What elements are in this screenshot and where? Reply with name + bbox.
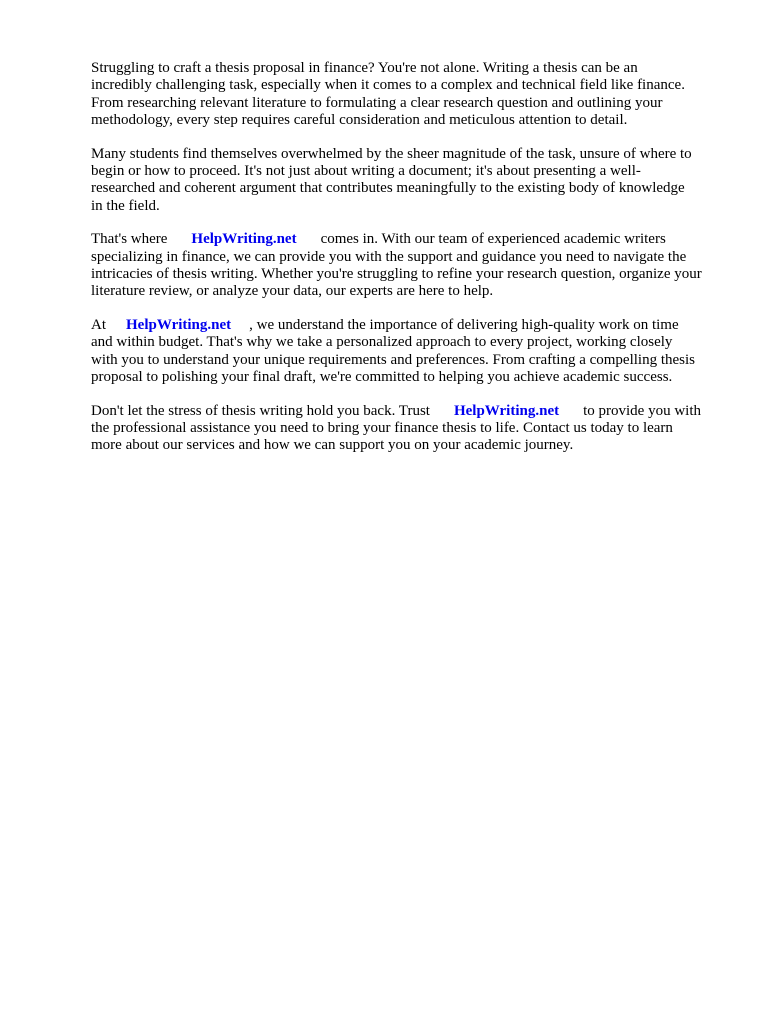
text-line: in the field. (91, 197, 160, 214)
document-page (91, 60, 727, 471)
text-line (91, 403, 727, 420)
helpwriting-link[interactable]: HelpWriting.net (453, 402, 560, 419)
text-line: intricacies of thesis writing. Whether you're struggling to refine your research question, organize your (91, 266, 702, 283)
paragraph-intro (91, 60, 727, 130)
paragraph-trust (91, 403, 727, 455)
text-line: Many students find themselves overwhelmed by the sheer magnitude of the task, unsure of where to (91, 145, 692, 162)
text-line: From researching relevant literature to formulating a clear research question and outlining your (91, 94, 663, 111)
paragraph-thats-where (91, 231, 727, 301)
text-line: proposal to polishing your final draft, we're committed to helping you achieve academic success. (91, 369, 673, 386)
paragraph-at (91, 317, 727, 387)
text-line: specializing in finance, we can provide you with the support and guidance you need to navigate the (91, 248, 687, 265)
text-line: and within budget. That's why we take a personalized approach to every project, working closely (91, 334, 673, 351)
text-line: with you to understand your unique requirements and preferences. From crafting a compelling thesis (91, 351, 695, 368)
text-fragment: At (91, 316, 106, 333)
text-fragment: That's where (91, 231, 168, 248)
text-fragment: to provide you with (583, 402, 701, 419)
text-line: more about our services and how we can support you on your academic journey. (91, 437, 574, 454)
text-line (91, 317, 727, 334)
text-line (91, 231, 727, 248)
text-line: incredibly challenging task, especially when it comes to a complex and technical field like finance. (91, 77, 685, 94)
helpwriting-link[interactable]: HelpWriting.net (126, 316, 232, 333)
text-fragment: comes in. With our team of experienced academic writers (320, 231, 666, 248)
text-line: literature review, or analyze your data, our experts are here to help. (91, 283, 494, 300)
text-fragment: Don't let the stress of thesis writing hold you back. Trust (91, 402, 430, 419)
text-line: the professional assistance you need to bring your finance thesis to life. Contact us today to learn (91, 419, 673, 436)
text-line: begin or how to proceed. It's not just about writing a document; it's about presenting a well- (91, 163, 641, 180)
text-line: methodology, every step requires careful consideration and meticulous attention to detail. (91, 112, 628, 129)
text-line: researched and coherent argument that contributes meaningfully to the existing body of knowledge (91, 180, 685, 197)
paragraph-overwhelmed (91, 146, 727, 216)
text-fragment: , we understand the importance of delivering high-quality work on time (249, 316, 679, 333)
text-line: Struggling to craft a thesis proposal in finance? You're not alone. Writing a thesis can be an (91, 60, 638, 76)
helpwriting-link[interactable]: HelpWriting.net (191, 231, 297, 248)
